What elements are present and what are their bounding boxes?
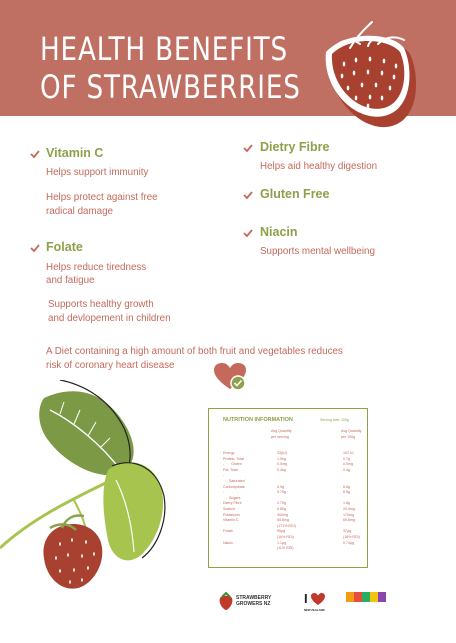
check-icon (30, 149, 40, 159)
nz-caption: NEW ZEALAND (304, 608, 325, 612)
nutrition-title: NUTRITION INFORMATION (223, 417, 293, 423)
serving-values: 33(kJ) 1.0kg 0.0mg 0.4kg 5.9g 5.75g 2.70g 0.80g 300mg 65.6mg (171% RDI) 95μg (16% RDI) 1.1μg (11% RDI) (277, 451, 296, 551)
benefit-text: Supports mental wellbeing (260, 246, 375, 257)
benefit-heading-niacin: Niacin (260, 225, 298, 239)
serving-size: Serving size: 100g (320, 418, 349, 422)
i-love-nz-logo (304, 592, 328, 616)
benefit-text: Helps support immunity (46, 167, 149, 178)
benefit-heading-gluten: Gluten Free (260, 187, 330, 201)
heart-icon (311, 593, 325, 606)
benefit-heading-fibre: Dietry Fibre (260, 140, 330, 154)
diet-note-line: A Diet containing a high amount of both fruit and vegetables reduces (46, 346, 343, 357)
column-header-100g: Avg Quantity per 100g (341, 429, 362, 439)
title-line-2: OF STRAWBERRIES (40, 68, 301, 106)
i-letter-icon: I (304, 591, 308, 606)
benefit-text: radical damage (46, 206, 113, 217)
title-line-1: HEALTH BENEFITS (40, 30, 288, 68)
check-icon (243, 228, 253, 238)
nutrition-information-panel (208, 408, 368, 568)
heart-check-icon (214, 363, 246, 391)
per-100g-values: 102 kJ 0.7g 0.0mg 0.4g 6.6g 6.6g 1.8g 20.0mg 170mg 65.6mg 37μg (16% RDI) 0.74μg (343, 451, 360, 545)
header-banner (0, 0, 456, 116)
column-header-serving: Avg Quantity per serving (271, 429, 292, 439)
benefit-text: Helps protect against free (46, 192, 158, 203)
benefit-text: Helps reduce tiredness (46, 262, 147, 273)
benefit-text: and fatigue (46, 275, 95, 286)
nutrient-labels: Energy Protein, Total - Gluten Fat, Total - Saturated Carbohydrate - Sugars Dietry Fibre Sodium Potassium Vitamin C Folate Niacin (223, 451, 245, 545)
benefit-heading-folate: Folate (46, 240, 83, 254)
benefit-text: Supports healthy growth (48, 299, 154, 310)
page-title (40, 30, 301, 106)
strawberry-growers-logo (218, 592, 278, 612)
strawberry-icon (218, 592, 234, 610)
diet-note-line: risk of coronary heart disease (46, 360, 175, 371)
benefit-heading-vitamin-c: Vitamin C (46, 146, 104, 160)
growers-logo-line-2: GROWERS NZ (236, 601, 271, 607)
benefit-text: and devlopement in children (48, 313, 171, 324)
growers-logo-line-1: STRAWBERRY (236, 595, 272, 601)
five-plus-a-day-logo (346, 592, 388, 604)
check-icon (243, 143, 253, 153)
benefit-text: Helps aid healthy digestion (260, 161, 378, 172)
check-icon (243, 190, 253, 200)
strawberry-illustration (322, 18, 418, 134)
check-icon (30, 243, 40, 253)
strawberry-leaves-illustration (0, 380, 210, 600)
